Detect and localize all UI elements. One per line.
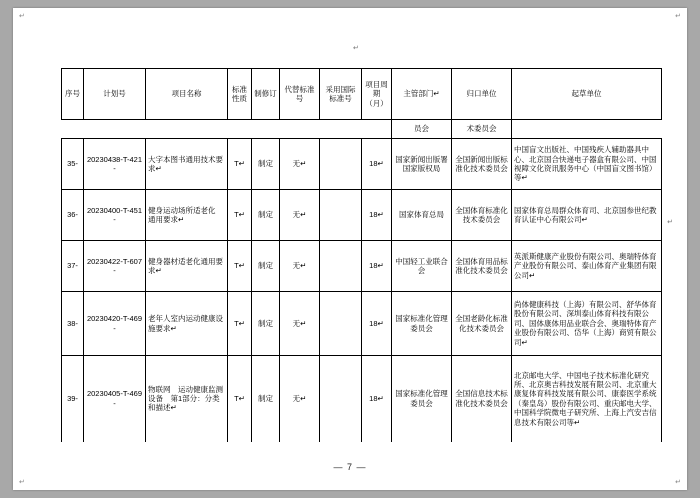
header-revision: 制修订 [252,69,280,120]
cell-substitute: 无↵ [280,356,320,442]
header-gk-unit: 归口单位 [452,69,512,120]
frag-substitute [280,120,320,139]
page-number: — 7 — [333,462,367,472]
cell-nature: T↵ [228,241,252,292]
cell-dept: 国家标准化管理委员会 [392,292,452,356]
cell-project-name: 物联网 运动健康监测设备 第1部分：分类和描述↵ [146,356,228,442]
cell-substitute: 无↵ [280,190,320,241]
corner-mark-top-left: ↵ [19,13,25,20]
cell-plan-no: 20230420-T-469- [84,292,146,356]
frag-draft [512,120,662,139]
cell-period: 18↵ [362,139,392,190]
cell-nature: T↵ [228,356,252,442]
header-nature: 标准性质 [228,69,252,120]
frag-intl [320,120,362,139]
header-period: 项目周期（月） [362,69,392,120]
cell-gk-unit: 全国体育标准化技术委员会 [452,190,512,241]
cell-period: 18↵ [362,356,392,442]
corner-mark-bottom-right: ↵ [675,479,681,486]
cell-gk-unit: 全国体育用品标准化技术委员会 [452,241,512,292]
frag-revision [252,120,280,139]
header-dept: 主管部门↵ [392,69,452,120]
cell-revision: 制定 [252,356,280,442]
stray-mark-right: ↵ [667,219,673,226]
table-row [62,356,662,442]
cell-dept: 国家标准化管理委员会 [392,356,452,442]
frag-plan [84,120,146,139]
cell-draft-unit: 国家体育总局群众体育司、北京国参世纪教育认证中心有限公司↵ [512,190,662,241]
cell-nature: T↵ [228,292,252,356]
cell-dept: 国家体育总局 [392,190,452,241]
cell-seq: 38- [62,292,84,356]
frag-dept: 员会 [392,120,452,139]
frag-period [362,120,392,139]
corner-mark-bottom-left: ↵ [19,479,25,486]
document-page [13,8,687,490]
cell-plan-no: 20230438-T-421- [84,139,146,190]
cell-gk-unit: 全国老龄化标准化技术委员会 [452,292,512,356]
cell-substitute: 无↵ [280,292,320,356]
cell-seq: 37- [62,241,84,292]
cell-project-name: 大字本图书通用技术要求↵ [146,139,228,190]
header-intl-std: 采用国际标准号 [320,69,362,120]
table-row [62,139,662,190]
table-row [62,190,662,241]
table-row [62,241,662,292]
cell-plan-no: 20230405-T-469- [84,356,146,442]
cell-period: 18↵ [362,292,392,356]
cell-nature: T↵ [228,139,252,190]
stray-mark-top: ↵ [353,45,359,52]
standards-plan-table [61,68,662,442]
cell-project-name: 健身器材适老化通用要求↵ [146,241,228,292]
header-seq: 序号 [62,69,84,120]
cell-gk-unit: 全国新闻出版标准化技术委员会 [452,139,512,190]
table-top-fragment-row [62,120,662,139]
cell-revision: 制定 [252,241,280,292]
cell-dept: 国家新闻出版署 国家版权局 [392,139,452,190]
cell-draft-unit: 北京邮电大学、中国电子技术标准化研究所、北京奥吉科技发展有限公司、北京重大康复体育科技发展有限公司、康泰医学系统（秦皇岛）股份有限公司、重庆邮电大学、中国科学院微电子研究所、上海上汽安吉信息技术有限公司等↵ [512,356,662,442]
cell-draft-unit: 尚体健康科技（上海）有限公司、舒华体育股份有限公司、深圳泰山体育科技有限公司、国体康体用品业联合会、奥瑞特体育产业股份有限公司、岱华（上海）商贸有限公司↵ [512,292,662,356]
cell-seq: 36- [62,190,84,241]
header-project-name: 项目名称 [146,69,228,120]
frag-nature [228,120,252,139]
cell-revision: 制定 [252,190,280,241]
cell-period: 18↵ [362,241,392,292]
cell-draft-unit: 中国盲文出版社、中国残疾人辅助器具中心、北京国合快递电子器盒有限公司、中国视障文化资讯服务中心（中国盲文图书馆）等↵ [512,139,662,190]
header-draft-unit: 起草单位 [512,69,662,120]
frag-seq [62,120,84,139]
cell-project-name: 老年人室内运动健康设施要求↵ [146,292,228,356]
cell-plan-no: 20230422-T-607- [84,241,146,292]
cell-seq: 39- [62,356,84,442]
cell-intl-std [320,139,362,190]
frag-gk: 术委员会 [452,120,512,139]
corner-mark-top-right: ↵ [675,13,681,20]
cell-project-name: 健身运动场所适老化 通用要求↵ [146,190,228,241]
table-header-row [62,69,662,120]
cell-seq: 35- [62,139,84,190]
cell-period: 18↵ [362,190,392,241]
header-substitute: 代替标准号 [280,69,320,120]
cell-plan-no: 20230400-T-451- [84,190,146,241]
frag-name [146,120,228,139]
cell-revision: 制定 [252,139,280,190]
cell-revision: 制定 [252,292,280,356]
cell-draft-unit: 英派斯健康产业股份有限公司、奥瑞特体育产业股份有限公司、泰山体育产业集团有限公司↵ [512,241,662,292]
cell-intl-std [320,292,362,356]
cell-nature: T↵ [228,190,252,241]
cell-intl-std [320,190,362,241]
cell-substitute: 无↵ [280,139,320,190]
table-row [62,292,662,356]
cell-intl-std [320,356,362,442]
header-plan-no: 计划号 [84,69,146,120]
cell-intl-std [320,241,362,292]
cell-dept: 中国轻工业联合会 [392,241,452,292]
cell-gk-unit: 全国信息技术标准化技术委员会 [452,356,512,442]
cell-substitute: 无↵ [280,241,320,292]
